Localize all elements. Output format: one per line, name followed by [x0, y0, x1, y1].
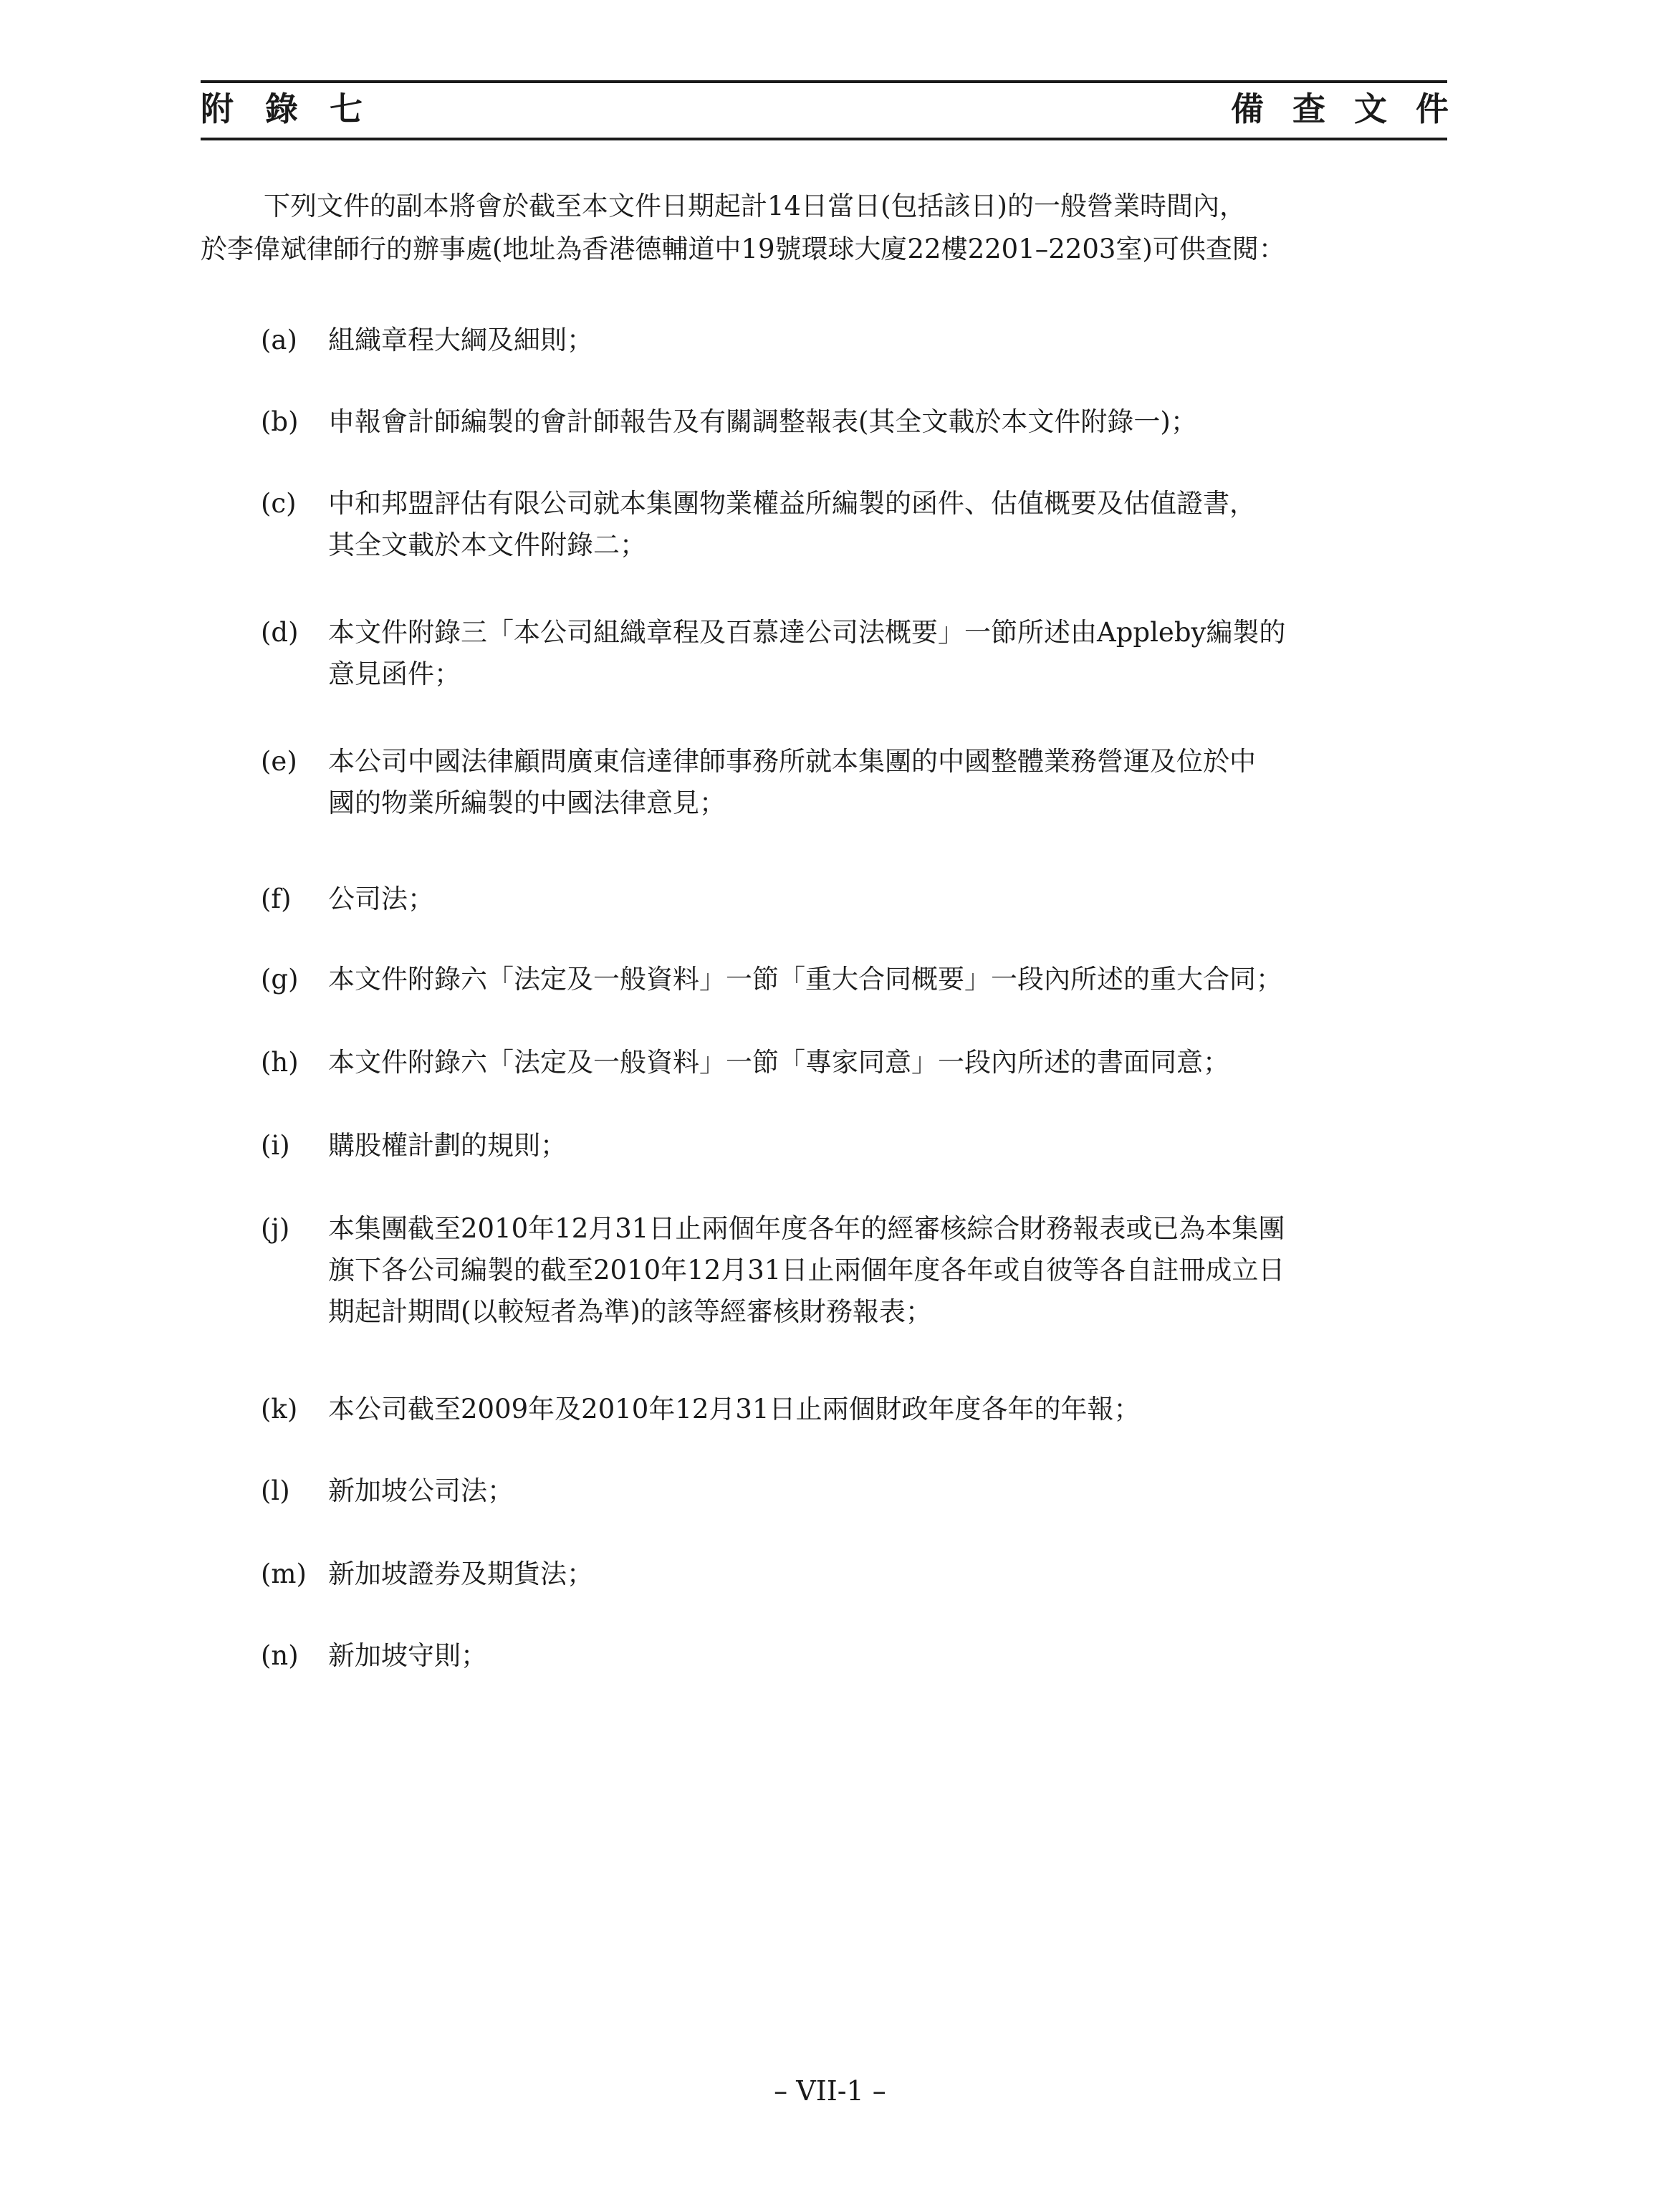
- item-text: [328, 1208, 1447, 1333]
- item-label: (l): [261, 1475, 290, 1506]
- item-line: 國的物業所編製的中國法律意見；: [328, 787, 726, 818]
- item-label: (k): [261, 1394, 298, 1425]
- item-text: [328, 878, 1447, 920]
- list-item: [261, 401, 1447, 443]
- item-label: (a): [261, 325, 297, 355]
- item-line: 中和邦盟評估有限公司就本集團物業權益所編製的函件、估值概要及估值證書，: [328, 488, 1256, 519]
- item-text: [328, 1389, 1447, 1430]
- list-item: [261, 959, 1447, 1000]
- section-title: 備 查 文 件: [1230, 90, 1457, 128]
- item-label: (i): [261, 1130, 290, 1161]
- item-line: 本公司截至2009年及2010年12月31日止兩個財政年度各年的年報；: [328, 1394, 1141, 1425]
- item-line: 本集團截至2010年12月31日止兩個年度各年的經審核綜合財務報表或已為本集團: [328, 1213, 1285, 1244]
- intro-line: 下列文件的副本將會於截至本文件日期起計14日當日(包括該日)的一般營業時間內，: [264, 191, 1246, 221]
- list-item: [261, 320, 1447, 361]
- item-line: 期起計期間(以較短者為準)的該等經審核財務報表；: [328, 1296, 932, 1327]
- list-item: [261, 612, 1447, 695]
- appendix-title: 附 錄 七: [201, 90, 373, 128]
- item-line: 公司法；: [328, 884, 434, 914]
- item-line: 本公司中國法律顧問廣東信達律師事務所就本集團的中國整體業務營運及位於中: [328, 746, 1256, 777]
- list-item: [261, 741, 1447, 824]
- item-line: 本文件附錄六「法定及一般資料」一節「重大合同概要」一段內所述的重大合同；: [328, 964, 1282, 995]
- list-item: [261, 1635, 1447, 1677]
- list-item: [261, 1042, 1447, 1083]
- item-label: (b): [261, 406, 299, 437]
- item-text: [328, 1125, 1447, 1167]
- item-text: [328, 401, 1447, 443]
- item-line: 其全文載於本文件附錄二；: [328, 530, 646, 560]
- item-line: 新加坡公司法；: [328, 1475, 514, 1506]
- item-line: 組織章程大綱及細則；: [328, 325, 593, 355]
- item-text: [328, 741, 1447, 824]
- item-text: [328, 1042, 1447, 1083]
- list-item: [261, 1553, 1447, 1595]
- item-text: [328, 612, 1447, 695]
- item-label: (c): [261, 488, 297, 519]
- item-label: (n): [261, 1640, 299, 1671]
- item-line: 新加坡證券及期貨法；: [328, 1559, 593, 1589]
- item-line: 意見函件；: [328, 659, 461, 689]
- item-line: 本文件附錄三「本公司組織章程及百慕達公司法概要」一節所述由Appleby編製的: [328, 617, 1286, 648]
- item-line: 本文件附錄六「法定及一般資料」一節「專家同意」一段內所述的書面同意；: [328, 1047, 1229, 1078]
- list-item: [261, 1389, 1447, 1430]
- page-number: – VII-1 –: [774, 2075, 886, 2107]
- item-text: [328, 1635, 1447, 1677]
- list-item: [261, 878, 1447, 920]
- item-text: [328, 959, 1447, 1000]
- item-label: (h): [261, 1047, 299, 1078]
- list-item: [261, 1125, 1447, 1167]
- item-label: (j): [261, 1213, 290, 1244]
- item-label: (m): [261, 1559, 307, 1589]
- item-text: [328, 1553, 1447, 1595]
- item-label: (g): [261, 964, 299, 995]
- item-line: 旗下各公司編製的截至2010年12月31日止兩個年度各年或自彼等各自註冊成立日: [328, 1255, 1285, 1285]
- list-item: [261, 1208, 1447, 1333]
- item-text: [328, 483, 1447, 566]
- item-line: 新加坡守則；: [328, 1640, 487, 1671]
- item-line: 申報會計師編製的會計師報告及有關調整報表(其全文載於本文件附錄一)；: [328, 406, 1197, 437]
- list-item: [261, 483, 1447, 566]
- item-label: (e): [261, 746, 297, 777]
- item-line: 購股權計劃的規則；: [328, 1130, 567, 1161]
- item-label: (d): [261, 617, 299, 648]
- item-text: [328, 1470, 1447, 1512]
- item-text: [328, 320, 1447, 361]
- intro-line: 於李偉斌律師行的辦事處(地址為香港德輔道中19號環球大廈22樓2201–2203室)可供查閱：: [201, 234, 1285, 264]
- item-label: (f): [261, 884, 292, 914]
- list-item: [261, 1470, 1447, 1512]
